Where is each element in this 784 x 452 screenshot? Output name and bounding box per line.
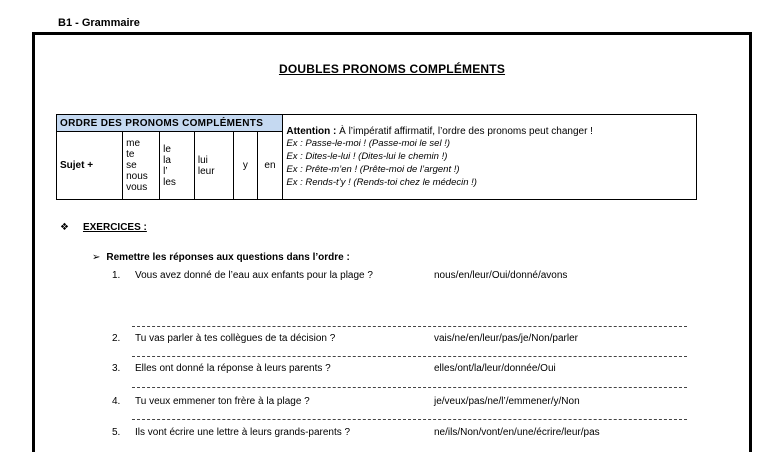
pronoun-column-me	[123, 132, 160, 200]
pronoun-la: la	[163, 154, 171, 166]
exercise-instruction	[92, 252, 350, 263]
attention-line	[286, 126, 693, 137]
question-text: Tu veux emmener ton frère à la plage ?	[135, 396, 310, 407]
pronoun-les: les	[163, 176, 176, 188]
pronoun-le: le	[163, 143, 171, 155]
question-number: 5.	[112, 427, 121, 438]
answer-line-4[interactable]	[132, 419, 687, 420]
answer-line-2[interactable]	[132, 356, 687, 357]
sujet-cell: Sujet +	[57, 132, 123, 200]
answer-line-3[interactable]	[132, 387, 687, 388]
level-header: B1 - Grammaire	[58, 17, 140, 29]
example-4: Ex : Rends-t’y ! (Rends-toi chez le médecin !)	[286, 176, 477, 188]
question-text: Elles ont donné la réponse à leurs parents ?	[135, 363, 331, 374]
pronoun-me: me	[126, 138, 141, 149]
question-number: 4.	[112, 396, 121, 407]
scrambled-words: elles/ont/la/leur/donnée/Oui	[434, 363, 556, 374]
example-2: Ex : Dites-le-lui ! (Dites-lui le chemin !)	[286, 150, 448, 162]
attention-cell	[283, 115, 697, 200]
worksheet-page	[32, 32, 752, 452]
pronoun-se: se	[126, 160, 137, 171]
table-heading: ORDRE DES PRONOMS COMPLÉMENTS	[57, 115, 283, 132]
pronoun-order-table	[56, 114, 697, 200]
pronoun-te: te	[126, 149, 135, 160]
question-text: Ils vont écrire une lettre à leurs grands-parents ?	[135, 427, 351, 438]
question-number: 2.	[112, 333, 121, 344]
arrow-bullet-icon: ➢	[92, 252, 101, 263]
attention-label: Attention :	[286, 125, 337, 137]
answer-line-1[interactable]	[132, 326, 687, 327]
pronoun-lui: lui	[197, 154, 208, 166]
question-number: 1.	[112, 270, 121, 281]
question-text: Vous avez donné de l’eau aux enfants pour la plage ?	[135, 270, 373, 281]
exercices-heading	[60, 222, 147, 233]
question-text: Tu vas parler à tes collègues de ta décision ?	[135, 333, 336, 344]
scrambled-words: je/veux/pas/ne/l’/emmener/y/Non	[434, 396, 580, 407]
pronoun-column-le	[160, 132, 195, 200]
attention-text: À l’impératif affirmatif, l’ordre des pronoms peut changer !	[336, 125, 593, 137]
pronoun-nous: nous	[126, 171, 148, 182]
pronoun-y: y	[234, 132, 258, 200]
scrambled-words: ne/ils/Non/vont/en/une/écrire/leur/pas	[434, 427, 600, 438]
pronoun-vous: vous	[126, 182, 148, 193]
exercices-label: EXERCICES :	[82, 222, 147, 233]
pronoun-column-lui	[194, 132, 233, 200]
example-3: Ex : Prête-m’en ! (Prête-moi de l’argent !)	[286, 163, 460, 175]
instruction-text: Remettre les réponses aux questions dans l’ordre :	[106, 252, 350, 263]
example-1: Ex : Passe-le-moi ! (Passe-moi le sel !)	[286, 137, 451, 149]
pronoun-leur: leur	[197, 165, 215, 177]
page-title: DOUBLES PRONOMS COMPLÉMENTS	[278, 62, 506, 76]
scrambled-words: vais/ne/en/leur/pas/je/Non/parler	[434, 333, 578, 344]
question-number: 3.	[112, 363, 121, 374]
diamond-bullet-icon: ❖	[60, 222, 69, 233]
scrambled-words: nous/en/leur/Oui/donné/avons	[434, 270, 568, 281]
pronoun-en: en	[257, 132, 283, 200]
pronoun-l: l’	[163, 165, 168, 177]
